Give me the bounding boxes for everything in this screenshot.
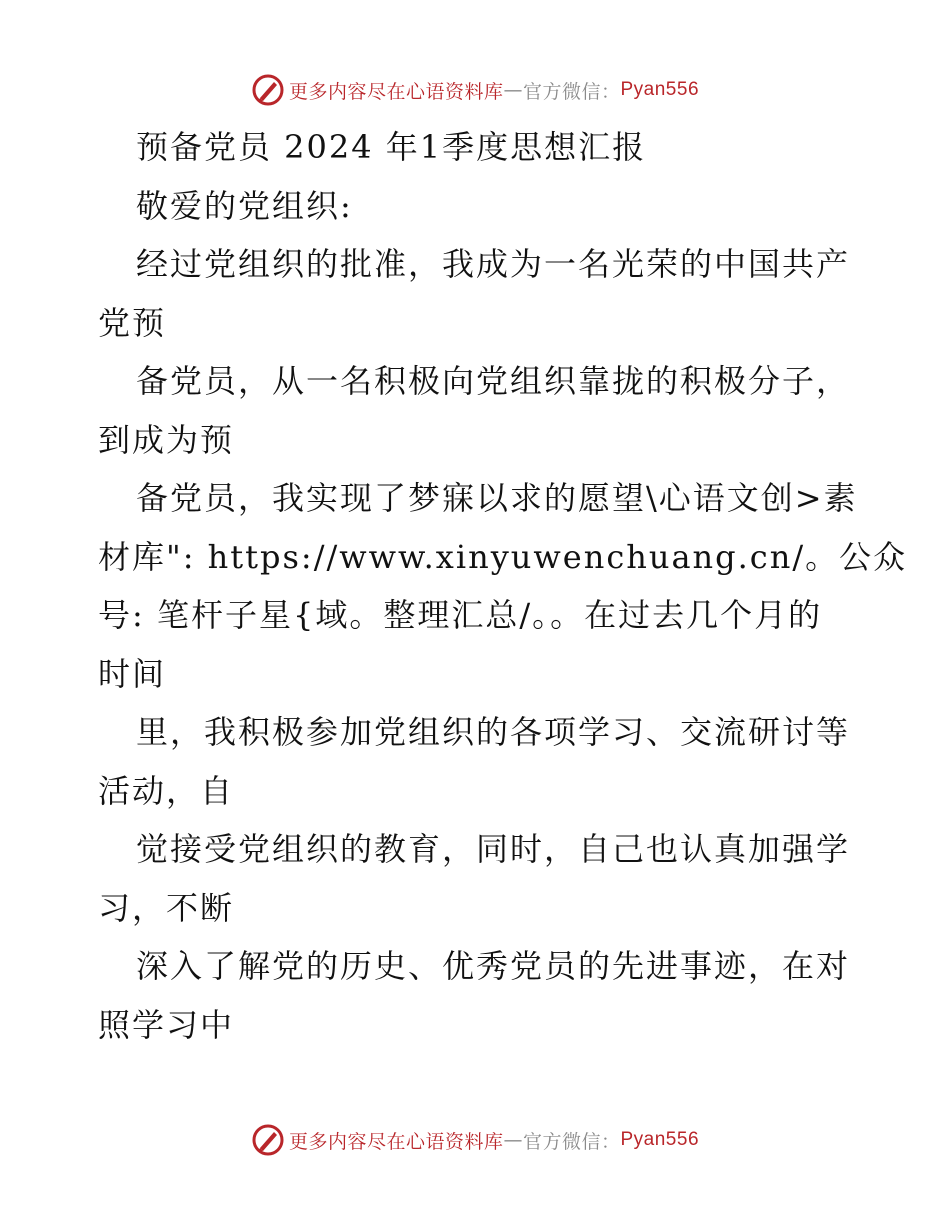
paragraph-line: 备党员，从一名积极向党组织靠拢的积极分子， bbox=[136, 362, 851, 400]
pen-logo-icon bbox=[251, 1123, 285, 1157]
banner-wechat-id: Pyan556 bbox=[620, 79, 700, 100]
paragraph-line: 党预 bbox=[98, 303, 167, 342]
paragraph-line: 号: 笔杆子星{域。整理汇总/。。在过去几个月的 bbox=[98, 596, 823, 634]
salutation: 敬爱的党组织: bbox=[136, 186, 353, 225]
banner-official-label: 官方微信： bbox=[522, 1130, 621, 1153]
banner-official-label: 官方微信： bbox=[522, 80, 621, 103]
footer-banner bbox=[0, 1120, 950, 1160]
banner-dash: — bbox=[503, 1129, 523, 1151]
banner-wechat-id: Pyan556 bbox=[620, 1129, 700, 1150]
paragraph-line: 时间 bbox=[98, 654, 167, 693]
banner-dash: — bbox=[503, 79, 523, 101]
document-body bbox=[98, 118, 908, 1054]
pen-logo-icon bbox=[251, 73, 285, 107]
paragraph-line: 里，我积极参加党组织的各项学习、交流研讨等 bbox=[136, 713, 851, 751]
paragraph-line: 深入了解党的历史、优秀党员的先进事迹，在对 bbox=[136, 947, 851, 985]
paragraph-line: 照学习中 bbox=[98, 1005, 235, 1044]
paragraph-line: 觉接受党组织的教育，同时，自己也认真加强学 bbox=[136, 830, 851, 868]
banner-main-text: 更多内容尽在心语资料库 bbox=[288, 1130, 504, 1153]
header-banner bbox=[0, 70, 950, 110]
paragraph-line: 经过党组织的批准，我成为一名光荣的中国共产 bbox=[136, 245, 851, 283]
banner-main-text: 更多内容尽在心语资料库 bbox=[288, 80, 504, 103]
paragraph-line: 活动，自 bbox=[98, 771, 235, 810]
paragraph-line: 材库": https://www.xinyuwenchuang.cn/。公众 bbox=[98, 537, 908, 576]
paragraph-line: 备党员，我实现了梦寐以求的愿望\心语文创>素 bbox=[136, 479, 858, 517]
document-title: 预备党员 2024 年1季度思想汇报 bbox=[136, 128, 647, 166]
paragraph-line: 到成为预 bbox=[98, 420, 235, 459]
paragraph-line: 习，不断 bbox=[98, 888, 235, 927]
